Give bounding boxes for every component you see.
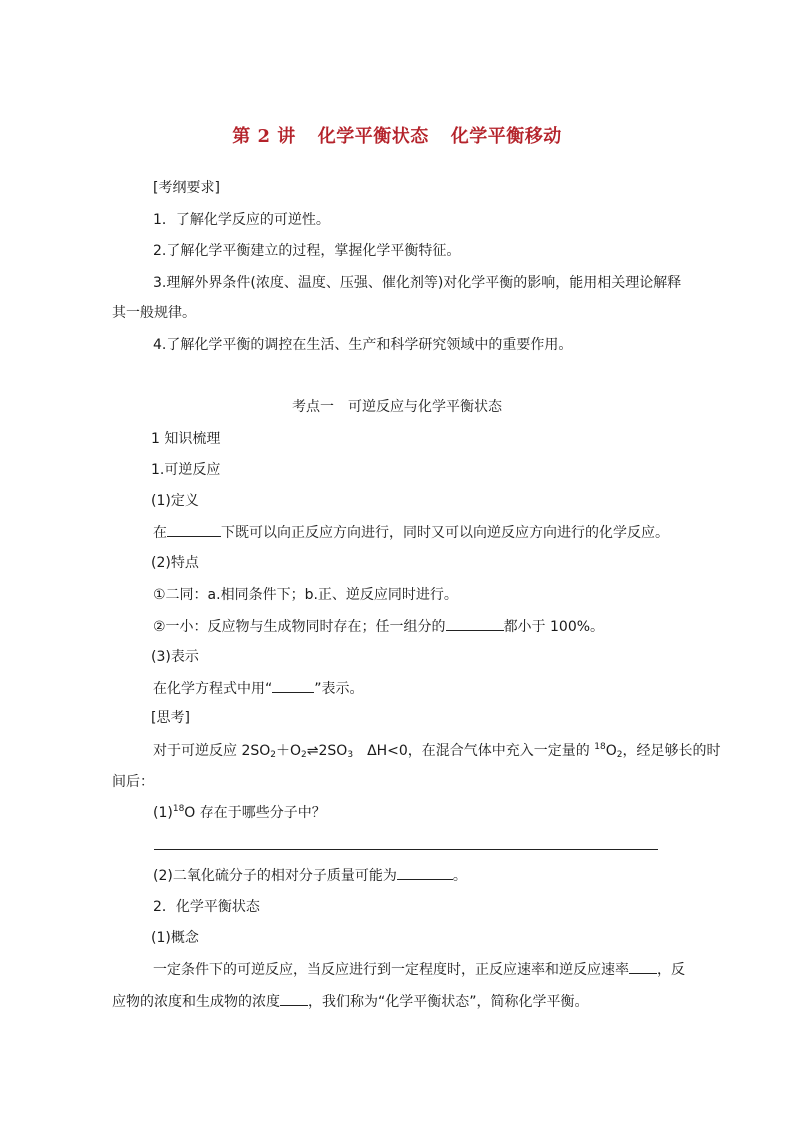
- concept-line-1: 一定条件下的可逆反应，当反应进行到一定程度时，正反应速率和逆反应速率 ，反: [153, 959, 685, 980]
- requirement-item-continued: 其一般规律。: [112, 305, 196, 321]
- fill-blank: [629, 959, 657, 974]
- concept-line-2: 应物的浓度和生成物的浓度 ，我们称为“化学平衡状态”，简称化学平衡。: [112, 991, 589, 1012]
- requirement-item: 2.了解化学平衡建立的过程，掌握化学平衡特征。: [153, 243, 461, 259]
- features-heading: (2)特点: [151, 555, 199, 571]
- think-heading: [思考]: [151, 710, 190, 726]
- think-line-1: 对于可逆反应 $2SO_2+O_2\rightleftharpoons 2SO_3$ ΔH<0，在混合气体中充入一定量的 $^{18}O_2$，经足够长的时: [153, 742, 721, 760]
- answer-line: [154, 849, 658, 850]
- question-1: $(1)^{18}O$ 存在于哪些分子中？: [153, 804, 326, 821]
- fill-blank: [280, 991, 308, 1006]
- requirement-item: 4.了解化学平衡的调控在生活、生产和科学研究领域中的重要作用。: [153, 337, 573, 353]
- feature-2: ②一小：反应物与生成物同时存在；任一组分的 都小于 100%。: [153, 616, 604, 637]
- requirement-item: 3.理解外界条件(浓度、温度、压强、催化剂等)对化学平衡的影响，能用相关理论解释: [153, 275, 682, 291]
- fill-blank: [272, 678, 314, 693]
- title-topic-1: 化学平衡状态: [317, 126, 429, 147]
- definition-heading: (1)定义: [151, 493, 199, 509]
- definition-text: 在 下既可以向正反应方向进行，同时又可以向逆反应方向进行的化学反应。: [153, 522, 669, 543]
- reversible-heading: 1.可逆反应: [151, 462, 221, 478]
- expression-heading: (3)表示: [151, 649, 199, 665]
- think-line-2: 间后：: [112, 774, 154, 790]
- title-topic-2: 化学平衡移动: [450, 126, 562, 147]
- equilibrium-heading: 2．化学平衡状态: [153, 899, 260, 915]
- requirement-item: 1．了解化学反应的可逆性。: [153, 212, 330, 228]
- requirements-heading: [考纲要求]: [153, 180, 220, 196]
- reversible-arrow-icon: ⇌: [306, 743, 319, 759]
- page-title: [0, 122, 794, 148]
- question-2: (2)二氧化硫分子的相对分子质量可能为 。: [153, 865, 467, 886]
- concept-heading: (1)概念: [151, 930, 199, 946]
- fill-blank: [397, 865, 453, 880]
- expression-text: 在化学方程式中用“ ”表示。: [153, 678, 364, 699]
- fill-blank: [446, 616, 504, 631]
- knowledge-heading: 1 知识梳理: [151, 431, 221, 447]
- fill-blank: [167, 522, 221, 537]
- section-title: 考点一 可逆反应与化学平衡状态: [292, 399, 502, 415]
- title-lesson: 第 2 讲: [232, 126, 296, 147]
- feature-1: ①二同：a.相同条件下；b.正、逆反应同时进行。: [153, 587, 458, 603]
